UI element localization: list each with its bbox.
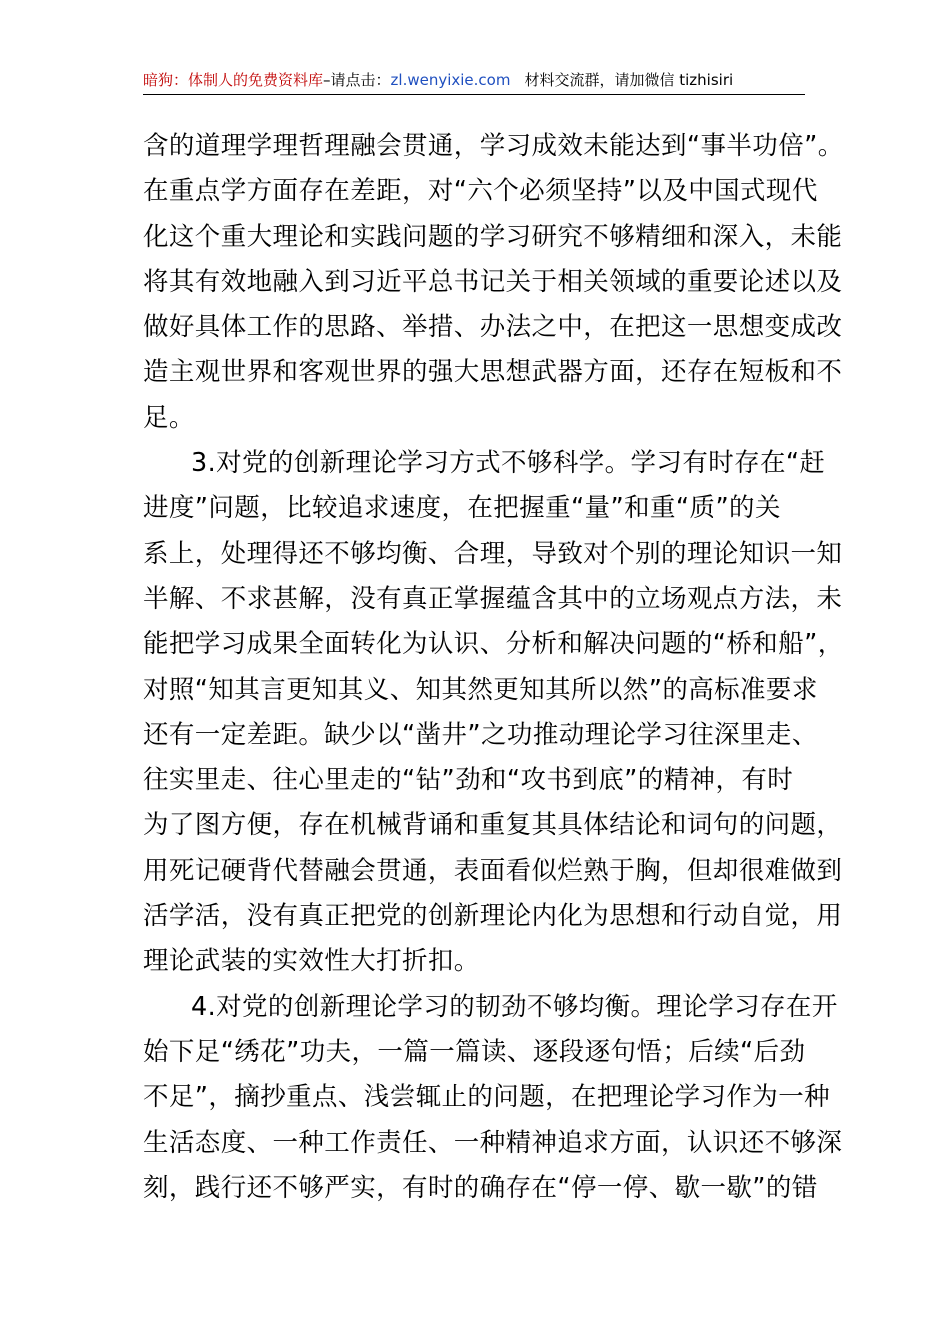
text-line: 将其有效地融入到习近平总书记关于相关领域的重要论述以及 <box>143 266 843 297</box>
header-brand: 暗狗：体制人的免费资料库 <box>143 71 324 89</box>
header-contact: 材料交流群，请加微信 tizhisiri <box>524 71 734 89</box>
text-line: 进度”问题，比较追求速度，在把握重“量”和重“质”的关 <box>143 493 781 524</box>
text-line: 在重点学方面存在差距，对“六个必须坚持”以及中国式现代 <box>143 176 818 207</box>
text-line: 还有一定差距。缺少以“凿井”之功推动理论学习往深里走、 <box>143 719 818 750</box>
text-line: 系上，处理得还不够均衡、合理，导致对个别的理论知识一知 <box>143 538 843 569</box>
text-line: 能把学习成果全面转化为认识、分析和解决问题的“桥和船”， <box>143 629 844 660</box>
header-separator: –请点击： <box>323 71 391 89</box>
text-line: 活学活，没有真正把党的创新理论内化为思想和行动自觉，用 <box>143 901 843 932</box>
text-line: 足。 <box>143 402 195 433</box>
paragraph-3-heading-line: 3.对党的创新理论学习方式不够科学。学习有时存在“赶 <box>191 448 826 479</box>
text-line: 不足”，摘抄重点、浅尝辄止的问题，在把理论学习作为一种 <box>143 1082 831 1113</box>
text-line: 化这个重大理论和实践问题的学习研究不够精细和深入，未能 <box>143 221 843 252</box>
paragraph-4-heading-line: 4.对党的创新理论学习的韧劲不够均衡。理论学习存在开 <box>191 991 838 1022</box>
page-header <box>143 66 805 94</box>
text-line: 刻，践行还不够严实，有时的确存在“停一停、歇一歇”的错 <box>143 1172 818 1203</box>
text-line: 含的道理学理哲理融会贯通，学习成效未能达到“事半功倍”。 <box>143 131 844 161</box>
document-body <box>143 124 844 1211</box>
text-line: 造主观世界和客观世界的强大思想武器方面，还存在短板和不 <box>143 357 843 388</box>
text-line: 始下足“绣花”功夫，一篇一篇读、逐段逐句悟；后续“后劲 <box>143 1036 806 1067</box>
text-line: 用死记硬背代替融会贯通，表面看似烂熟于胸，但却很难做到 <box>143 855 843 886</box>
text-line: 往实里走、往心里走的“钻”劲和“攻书到底”的精神，有时 <box>143 765 794 796</box>
header-url-link[interactable]: zl.wenyixie.com <box>390 71 511 89</box>
text-line: 对照“知其言更知其义、知其然更知其所以然”的高标准要求 <box>143 674 818 705</box>
text-line: 理论武装的实效性大打折扣。 <box>143 946 480 977</box>
text-line: 为了图方便，存在机械背诵和重复其具体结论和词句的问题， <box>143 810 843 841</box>
text-line: 做好具体工作的思路、举措、办法之中，在把这一思想变成改 <box>143 312 843 343</box>
text-line: 生活态度、一种工作责任、一种精神追求方面，认识还不够深 <box>143 1127 843 1158</box>
header-divider <box>143 94 805 95</box>
text-line: 半解、不求甚解，没有真正掌握蕴含其中的立场观点方法，未 <box>143 583 843 614</box>
